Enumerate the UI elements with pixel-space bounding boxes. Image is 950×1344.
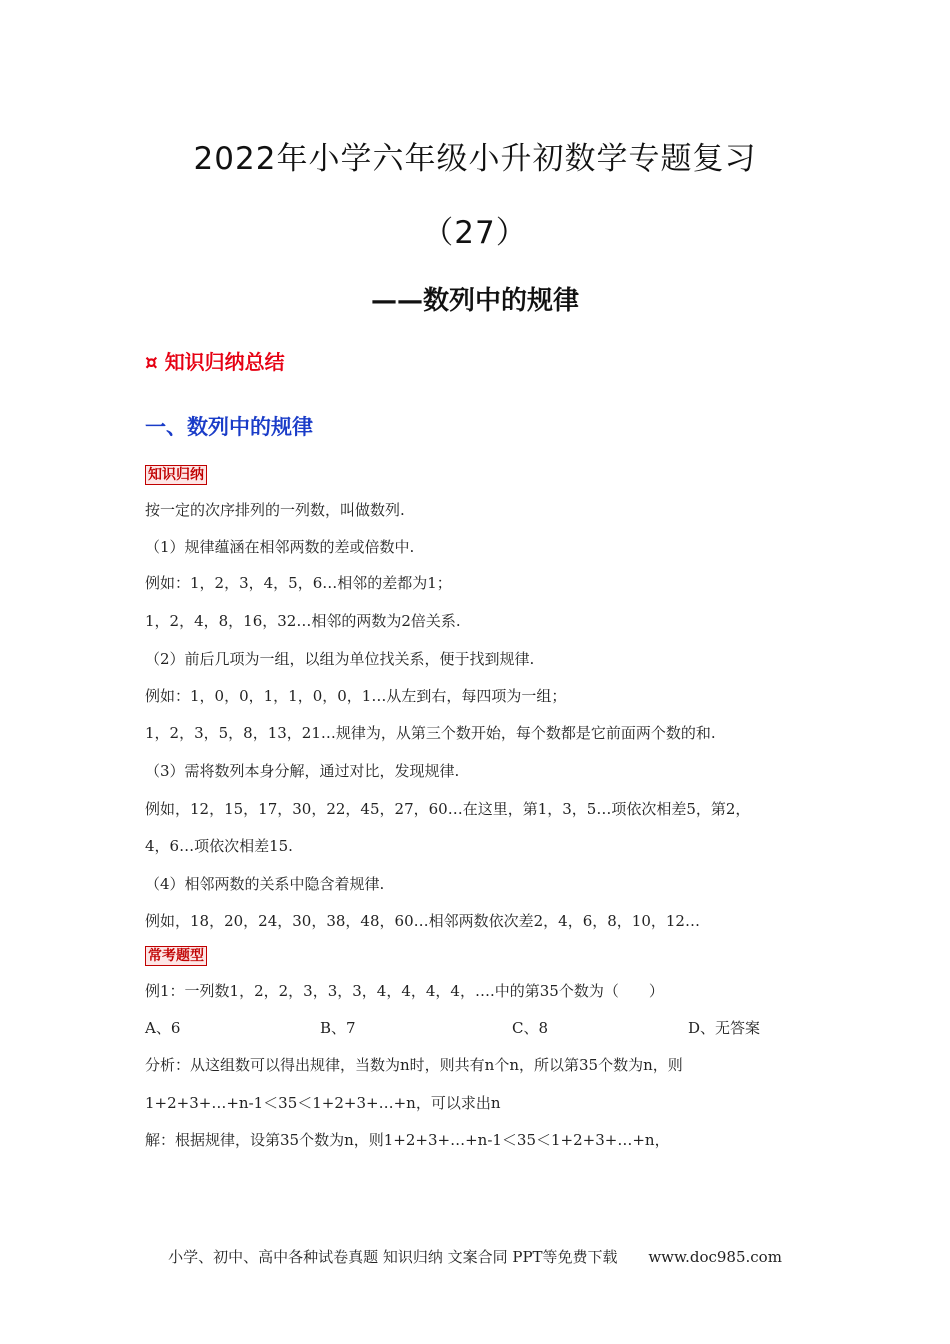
- page-footer: [0, 1246, 950, 1267]
- footer-text: 小学、初中、高中各种试卷真题 知识归纳 文案合同 PPT等免费下载: [168, 1248, 618, 1266]
- body-line: （4）相邻两数的关系中隐含着规律.: [145, 875, 385, 893]
- knowledge-summary-heading: ¤ 知识归纳总结: [145, 350, 285, 374]
- document-subtitle: ——数列中的规律: [370, 286, 579, 316]
- body-line: （1）规律蕴涵在相邻两数的差或倍数中.: [145, 538, 415, 556]
- document-title-line1: 2022年小学六年级小升初数学专题复习: [193, 141, 757, 177]
- body-line: （2）前后几项为一组，以组为单位找关系，便于找到规律.: [145, 650, 535, 668]
- body-line: 按一定的次序排列的一列数，叫做数列.: [145, 501, 405, 519]
- section-heading: 一、数列中的规律: [145, 415, 313, 439]
- analysis-line: 分析：从这组数可以得出规律，当数为n时，则共有n个n，所以第35个数为n，则: [145, 1056, 683, 1074]
- body-line: 例如：1，0，0，1，1，0，0，1…从左到右，每四项为一组；: [145, 687, 567, 705]
- solution-line: 解：根据规律，设第35个数为n，则1+2+3+…+n-1＜35＜1+2+3+…+n，: [145, 1131, 670, 1149]
- body-line: 例如，12，15，17，30，22，45，27，60…在这里，第1，3，5…项依次相差5，第2，: [145, 800, 751, 818]
- knowledge-tag: 知识归纳: [145, 465, 207, 485]
- body-line: 4，6…项依次相差15.: [145, 837, 293, 855]
- document-title-line2: （27）: [422, 215, 528, 251]
- common-question-tag: 常考题型: [145, 946, 207, 966]
- option-d: D、无答案: [688, 1019, 761, 1037]
- footer-url: www.doc985.com: [648, 1248, 782, 1266]
- option-a: A、6: [145, 1019, 181, 1037]
- body-line: 例如：1，2，3，4，5，6…相邻的差都为1；: [145, 574, 452, 592]
- body-line: 1，2，4，8，16，32…相邻的两数为2倍关系.: [145, 612, 461, 630]
- body-line: （3）需将数列本身分解，通过对比，发现规律.: [145, 762, 460, 780]
- option-c: C、8: [512, 1019, 549, 1037]
- example-question: 例1：一列数1，2，2，3，3，3，4，4，4，4，….中的第35个数为（ ）: [145, 982, 664, 1000]
- analysis-line: 1+2+3+…+n-1＜35＜1+2+3+…+n，可以求出n: [145, 1094, 501, 1112]
- body-line: 1，2，3，5，8，13，21…规律为，从第三个数开始，每个数都是它前面两个数的和.: [145, 724, 716, 742]
- body-line: 例如，18，20，24，30，38，48，60…相邻两数依次差2，4，6，8，10，12…: [145, 912, 700, 930]
- option-b: B、7: [320, 1019, 356, 1037]
